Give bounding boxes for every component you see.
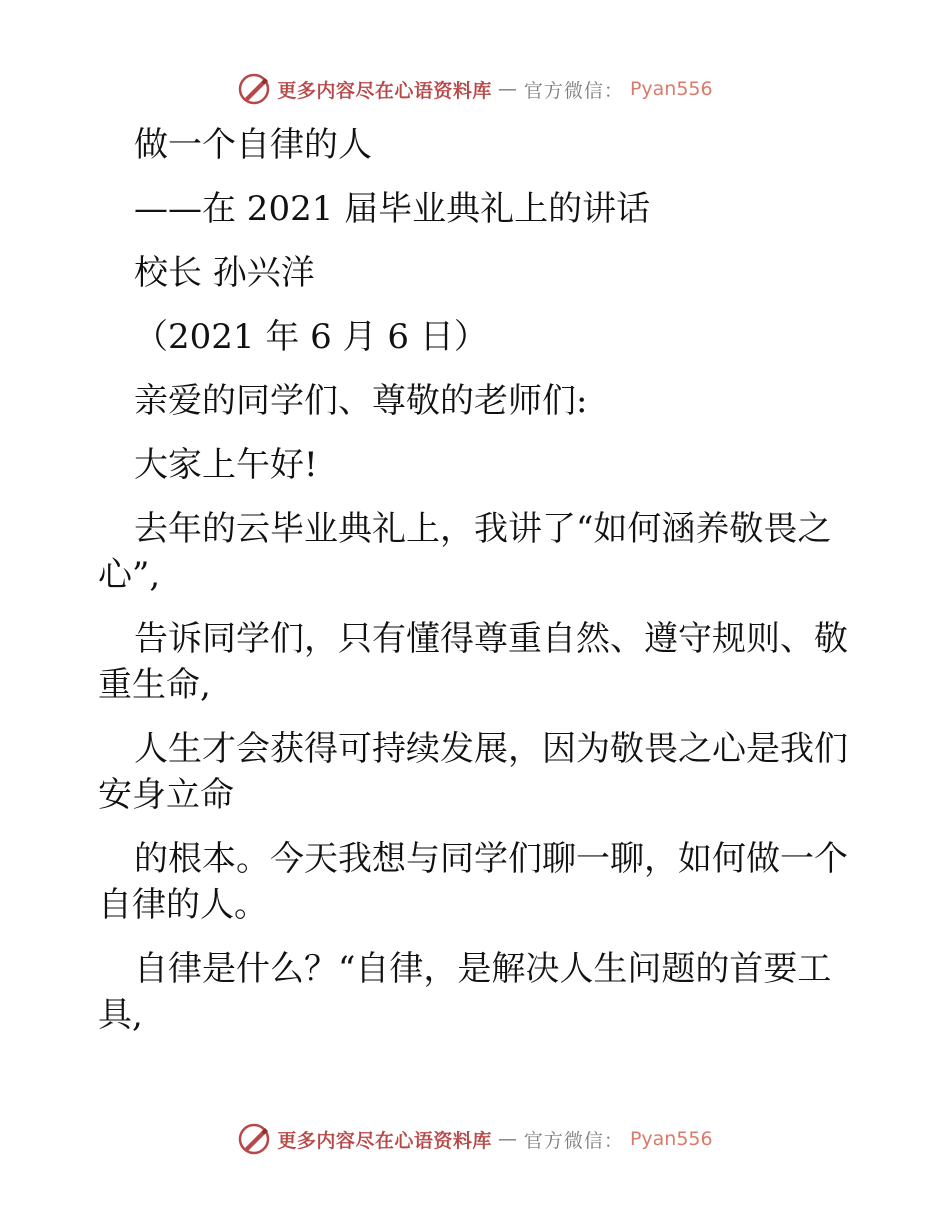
watermark-dash: —: [497, 78, 518, 100]
footer-watermark: [0, 1122, 950, 1156]
watermark-wechat-id: Pyan556: [629, 1128, 713, 1150]
paragraph-3-line-2: 安身立命: [98, 775, 234, 815]
watermark-gray-text: 官方微信：: [523, 79, 624, 102]
watermark-red-text: 更多内容尽在心语资料库: [277, 1129, 492, 1152]
paragraph-4-line-1: 的根本。今天我想与同学们聊一聊，如何做一个: [134, 839, 848, 879]
paragraph-1-line-2: 心”,: [98, 555, 161, 595]
paragraph-4-line-2: 自律的人。: [98, 885, 268, 925]
paragraph-3-line-1: 人生才会获得可持续发展，因为敬畏之心是我们: [134, 729, 848, 769]
watermark-gray-text: 官方微信：: [523, 1129, 624, 1152]
header-watermark: [0, 72, 950, 106]
paragraph-5-line-2: 具,: [98, 995, 143, 1035]
document-salutation: 亲爱的同学们、尊敬的老师们:: [134, 381, 588, 421]
pen-logo-icon: [237, 72, 271, 106]
paragraph-1-line-1: 去年的云毕业典礼上，我讲了“如何涵养敬畏之: [134, 509, 832, 549]
pen-logo-icon: [237, 1122, 271, 1156]
paragraph-2-line-1: 告诉同学们，只有懂得尊重自然、遵守规则、敬: [134, 619, 848, 659]
document-date: （2021 年 6 月 6 日）: [134, 317, 488, 357]
paragraph-5-line-1: 自律是什么？“自律，是解决人生问题的首要工: [134, 949, 832, 989]
document-subtitle: ——在 2021 届毕业典礼上的讲话: [134, 189, 651, 229]
document-title: 做一个自律的人: [134, 125, 372, 165]
document-greeting: 大家上午好!: [134, 445, 318, 485]
paragraph-2-line-2: 重生命,: [98, 665, 211, 705]
document-author: 校长 孙兴洋: [134, 253, 315, 293]
watermark-wechat-id: Pyan556: [629, 78, 713, 100]
watermark-dash: —: [497, 1128, 518, 1150]
watermark-red-text: 更多内容尽在心语资料库: [277, 79, 492, 102]
document-body: [98, 122, 858, 1056]
